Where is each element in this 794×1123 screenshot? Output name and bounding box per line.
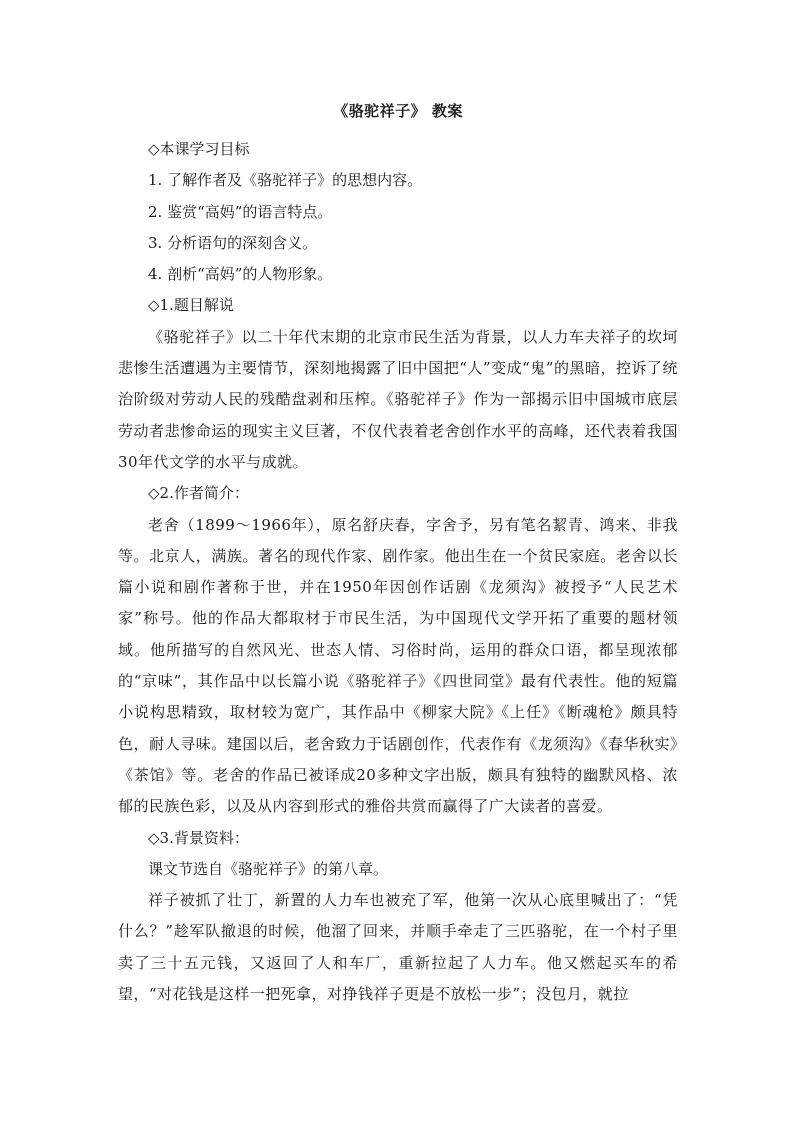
objective-item: 4. 剖析“高妈”的人物形象。 (148, 265, 333, 284)
author-intro-paragraph: 老舍（1899～1966年），原名舒庆春，字舍予，另有笔名絜青、鸿来、非我等。北京人，满族。著名的现代作家、剧作家。他出生在一个贫民家庭。老舍以长篇小说和剧作著称于世，并在1950年因创作话剧《龙须沟》被授予“人民艺术家”称号。他的作品大都取材于市民生活，为中国现代文学开拓了重要的题材领域。他所描写的自然风光、世态人情、习俗时尚，运用的群众口语，都呈现浓郁的“京味”，其作品中以长篇小说《骆驼祥子》《四世同堂》最有代表性。他的短篇小说构思精致，取材较为宽广，其作品中《柳家大院》《上任》《断魂枪》颇具特色，耐人寻味。建国以后，老舍致力于话剧创作，代表作有《龙须沟》《春华秋实》《茶馆》等。老舍的作品已被译成20多种文字出版，颇具有独特的幽默风格、浓郁的民族色彩，以及从内容到形式的雅俗共赏而赢得了广大读者的喜爱。 (118, 515, 678, 816)
section-heading-title-explanation: ◇1.题目解说 (148, 296, 234, 315)
objectives-heading: ◇本课学习目标 (148, 140, 250, 158)
section-heading-background: ◇3.背景资料： (148, 828, 249, 847)
objective-item: 1. 了解作者及《骆驼祥子》的思想内容。 (148, 171, 423, 190)
section-heading-author-intro: ◇2.作者简介： (148, 484, 249, 503)
objective-item: 3. 分析语句的深刻含义。 (148, 233, 318, 252)
background-first-line: 课文节选自《骆驼祥子》的第八章。 (148, 859, 389, 878)
objective-item: 2. 鉴赏“高妈”的语言特点。 (148, 202, 333, 221)
document-title: 《骆驼祥子》 教案 (333, 102, 463, 120)
background-paragraph: 祥子被抓了壮丁，新置的人力车也被充了军，他第一次从心底里喊出了：“凭什么？”趁军队撤退的时候，他溜了回来，并顺手牵走了三匹骆驼，在一个村子里卖了三十五元钱，又返回了人和车厂，重新拉起了人力车。他又燃起买车的希望，“对花钱是这样一把死拿，对挣钱祥子更是不放松一步”；没包月，就拉 (118, 891, 678, 1004)
title-explanation-paragraph: 《骆驼祥子》以二十年代末期的北京市民生活为背景，以人力车夫祥子的坎坷悲惨生活遭遇为主要情节，深刻地揭露了旧中国把“人”变成“鬼”的黑暗，控诉了统治阶级对劳动人民的残酷盘剥和压榨。《骆驼祥子》作为一部揭示旧中国城市底层劳动者悲惨命运的现实主义巨著，不仅代表着老舍创作水平的高峰，还代表着我国30年代文学的水平与成就。 (118, 327, 678, 471)
document-body (118, 101, 678, 1010)
